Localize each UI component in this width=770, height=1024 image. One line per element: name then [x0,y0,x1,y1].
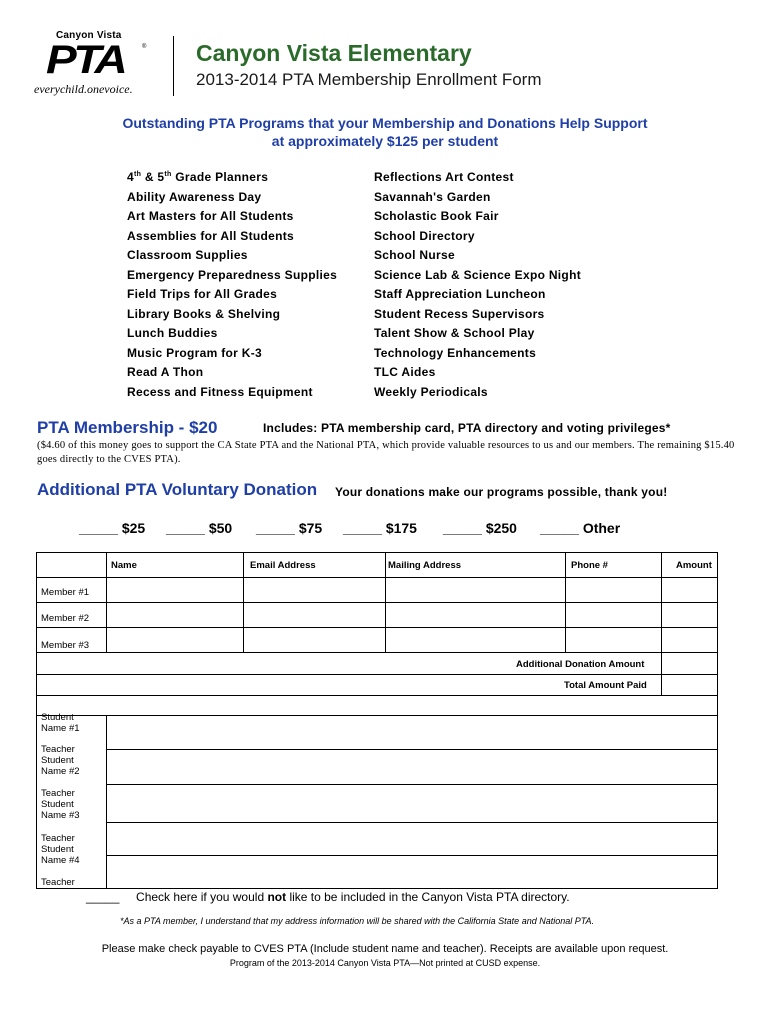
donation-title: Additional PTA Voluntary Donation [37,480,318,499]
enrollment-table [36,552,718,889]
header-amount: Amount [676,560,712,571]
table-border-top [36,552,718,553]
payment-instructions: Please make check payable to CVES PTA (Include student name and teacher). Receipts are available upon request. [101,943,669,955]
student-2-label: Teacher Student Name #2 [41,744,80,777]
directory-opt-out[interactable]: _____ Check here if you would not like to be included in the Canyon Vista PTA directory. [86,890,570,904]
member-3-label: Member #3 [41,640,90,651]
program-item: Classroom Supplies [127,248,248,262]
teacher-4-label: Teacher [41,877,75,888]
programs-heading-line1: Outstanding PTA Programs that your Membership and Donations Help Support [122,115,648,131]
program-item: Music Program for K-3 [127,345,262,360]
program-item: Technology Enhancements [374,345,537,360]
pta-logo [30,30,160,100]
table-hline [36,695,718,696]
header-email: Email Address [250,560,316,571]
member-2-label: Member #2 [41,613,90,624]
logo-pta: PTA [46,38,125,82]
school-name: Canyon Vista Elementary [196,40,472,66]
program-item: Talent Show & School Play [374,326,535,340]
table-hline [106,749,718,750]
additional-donation-label: Additional Donation Amount [516,659,645,670]
student-1-label: Student Name #1 [41,712,80,734]
program-item: Science Lab & Science Expo Night [374,267,581,282]
student-4-label: Teacher Student Name #4 [41,833,80,866]
program-item: TLC Aides [374,365,436,379]
member-1-label: Member #1 [41,587,90,598]
programs-right-list [374,168,581,402]
donation-subtitle: Your donations make our programs possible, thank you! [335,485,668,499]
program-item: Lunch Buddies [127,326,218,340]
donation-option-other[interactable]: _____ Other [540,520,621,536]
program-item: Weekly Periodicals [374,384,488,399]
table-hline [36,715,718,716]
table-hline [36,602,718,603]
table-hline [106,822,718,823]
address-disclaimer: *As a PTA member, I understand that my address information will be shared with the California State and National PTA. [120,916,595,926]
table-hline [36,674,718,675]
table-hline [36,577,718,578]
program-item: Ability Awareness Day [127,189,262,204]
membership-note: ($4.60 of this money goes to support the CA State PTA and the National PTA, which provide valuable resources to us and our members. The remaining $15.40 goes directly to the CVES PTA). [37,440,735,465]
table-border-bottom [36,888,718,889]
membership-includes: Includes: PTA membership card, PTA directory and voting privileges* [263,421,671,435]
program-item: Library Books & Shelving [127,306,281,321]
total-paid-label: Total Amount Paid [564,680,647,691]
program-item: School Nurse [374,248,455,262]
form-title: 2013-2014 PTA Membership Enrollment Form [196,70,542,89]
donation-option-75[interactable]: _____ $75 [256,520,323,536]
program-item: Savannah's Garden [374,189,491,204]
table-vline [106,715,107,889]
program-item: Reflections Art Contest [374,170,514,184]
student-3-label: Teacher Student Name #3 [41,788,80,821]
logo-registered-mark: ® [142,44,147,50]
program-item: Field Trips for All Grades [127,287,278,301]
table-hline [36,627,718,628]
program-item: Art Masters for All Students [127,209,294,223]
logo-school-name: Canyon Vista [56,30,122,41]
table-hline [36,652,718,653]
program-item: 4th & 5th Grade Planners [127,170,269,184]
program-item: Emergency Preparedness Supplies [127,267,338,282]
membership-title: PTA Membership - $20 [37,418,218,437]
table-hline [106,784,718,785]
directory-opt-out-blank[interactable]: _____ [86,890,120,904]
program-item: Student Recess Supervisors [374,306,545,321]
donation-option-250[interactable]: _____ $250 [443,520,517,536]
header-divider [173,36,174,96]
table-hline [106,855,718,856]
program-notice: Program of the 2013-2014 Canyon Vista PTA—Not printed at CUSD expense. [229,958,541,968]
program-item: Recess and Fitness Equipment [127,384,313,399]
program-item: Assemblies for All Students [127,228,295,243]
donation-option-25[interactable]: _____ $25 [79,520,146,536]
header-name: Name [111,560,137,571]
logo-tagline: everychild.onevoice. [34,82,133,96]
programs-heading-line2: at approximately $125 per student [271,133,499,149]
programs-left-list [127,168,337,402]
program-item: Staff Appreciation Luncheon [374,287,546,301]
header-phone: Phone # [571,560,608,571]
program-item: School Directory [374,228,475,243]
header-mailing-address: Mailing Address [388,560,462,571]
donation-option-175[interactable]: _____ $175 [343,520,417,536]
donation-option-50[interactable]: _____ $50 [166,520,233,536]
program-item: Read A Thon [127,365,204,379]
program-item: Scholastic Book Fair [374,209,499,223]
